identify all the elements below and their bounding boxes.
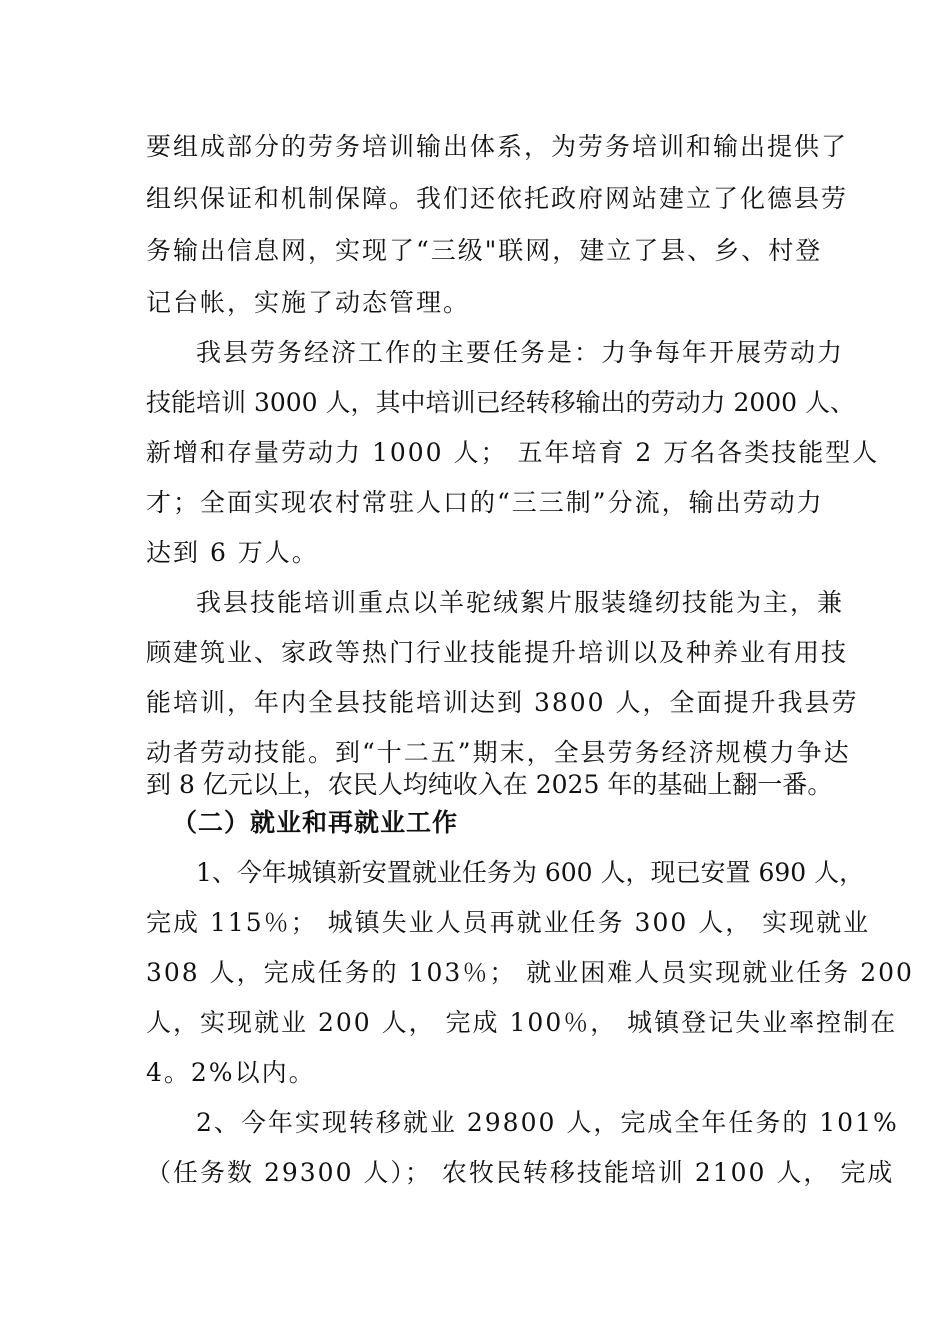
text-line: 完成 115％； 城镇失业人员再就业任务 300 人， 实现就业	[146, 908, 871, 937]
text-line: 到 8 亿元以上，农民人均纯收入在 2025 年的基础上翻一番。	[146, 770, 833, 799]
text-line: 新增和存量劳动力 1000 人； 五年培育 2 万名各类技能型人	[146, 438, 880, 467]
text-line: 记台帐，实施了动态管理。	[146, 288, 471, 317]
text-line: 动者劳动技能。到“十二五”期末，全县劳务经济规模力争达	[146, 738, 851, 767]
text-line: 达到 6 万人。	[146, 538, 319, 567]
text-line: 才；全面实现农村常驻人口的“三三制”分流，输出劳动力	[146, 488, 824, 517]
text-line: （任务数 29300 人）； 农牧民转移技能培训 2100 人， 完成	[146, 1158, 895, 1187]
text-line: 组织保证和机制保障。我们还依托政府网站建立了化德县劳	[146, 184, 849, 213]
text-line: 1、今年城镇新安置就业任务为 600 人，现已安置 690 人，	[196, 858, 865, 887]
text-line: 顾建筑业、家政等热门行业技能提升培训以及种养业有用技	[146, 638, 849, 667]
text-line: 我县劳务经济工作的主要任务是：力争每年开展劳动力	[196, 338, 845, 367]
text-line: 务输出信息网，实现了“三级"联网，建立了县、乡、村登	[146, 236, 823, 265]
text-line: 308 人，完成任务的 103％； 就业困难人员实现就业任务 200	[146, 958, 914, 987]
text-line: 技能培训 3000 人，其中培训已经转移输出的劳动力 2000 人、	[146, 388, 856, 417]
text-line: 人，实现就业 200 人， 完成 100％， 城镇登记失业率控制在	[146, 1008, 898, 1037]
text-line: 要组成部分的劳务培训输出体系，为劳务培训和输出提供了	[146, 132, 849, 161]
text-line: 4。2%以内。	[146, 1058, 316, 1087]
text-line: 我县技能培训重点以羊驼绒絮片服装缝纫技能为主，兼	[196, 588, 845, 617]
section-heading: （二）就业和再就业工作	[172, 808, 459, 837]
text-line: 2、今年实现转移就业 29800 人，完成全年任务的 101%	[196, 1108, 899, 1137]
text-line: 能培训，年内全县技能培训达到 3800 人，全面提升我县劳	[146, 688, 859, 717]
